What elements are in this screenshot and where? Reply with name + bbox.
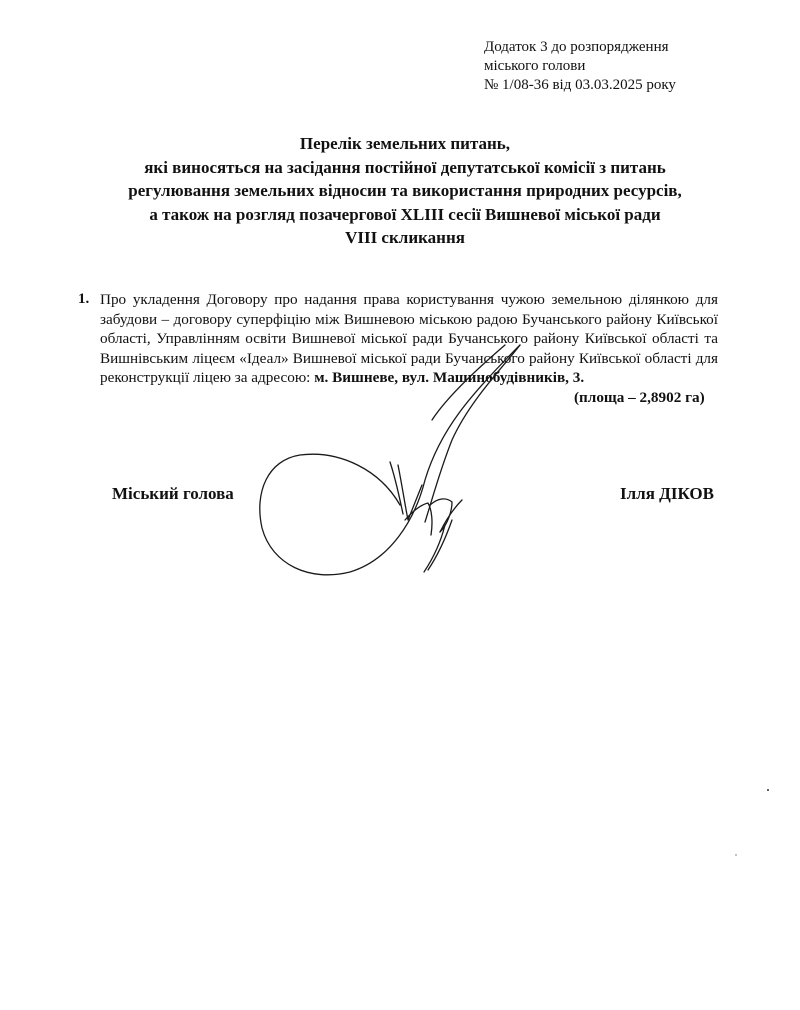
document-title	[60, 132, 750, 250]
appendix-line-3: № 1/08-36 від 03.03.2025 року	[484, 77, 676, 93]
item-area: (площа – 2,8902 га)	[574, 389, 705, 406]
item-body: Про укладення Договору про надання права користування чужою земельною ділянкою для забудови – договору суперфіцію між Вишневою міською радою Бучанського району Київської області, Управлінням освіти Вишневої міської ради Бучанського району Київської області та Вишнівським ліцеєм «Ідеал» Вишневої міської ради Бучанського району Київської області для реконструкції ліцею за адресою:	[100, 291, 718, 387]
appendix-header	[484, 38, 774, 95]
title-line-4: а також на розгляд позачергової XLIII сесії Вишневої міської ради	[149, 204, 661, 224]
title-line-5: VIII скликання	[345, 228, 465, 247]
signatory-name: Ілля ДІКОВ	[620, 484, 714, 503]
item-number: 1.	[78, 291, 90, 307]
title-line-3: регулювання земельних відносин та використання природних ресурсів,	[128, 181, 682, 200]
item-text	[100, 290, 718, 388]
item-address: м. Вишневе, вул. Машинобудівників, 3.	[314, 369, 585, 387]
signatory-position: Міський голова	[112, 484, 234, 503]
title-line-2: які виносяться на засідання постійної депутатської комісії з питань	[144, 157, 666, 177]
appendix-line-2: міського голови	[484, 58, 586, 74]
appendix-line-1: Додаток 3 до розпорядження	[484, 39, 669, 55]
title-line-1: Перелік земельних питань,	[299, 134, 511, 153]
